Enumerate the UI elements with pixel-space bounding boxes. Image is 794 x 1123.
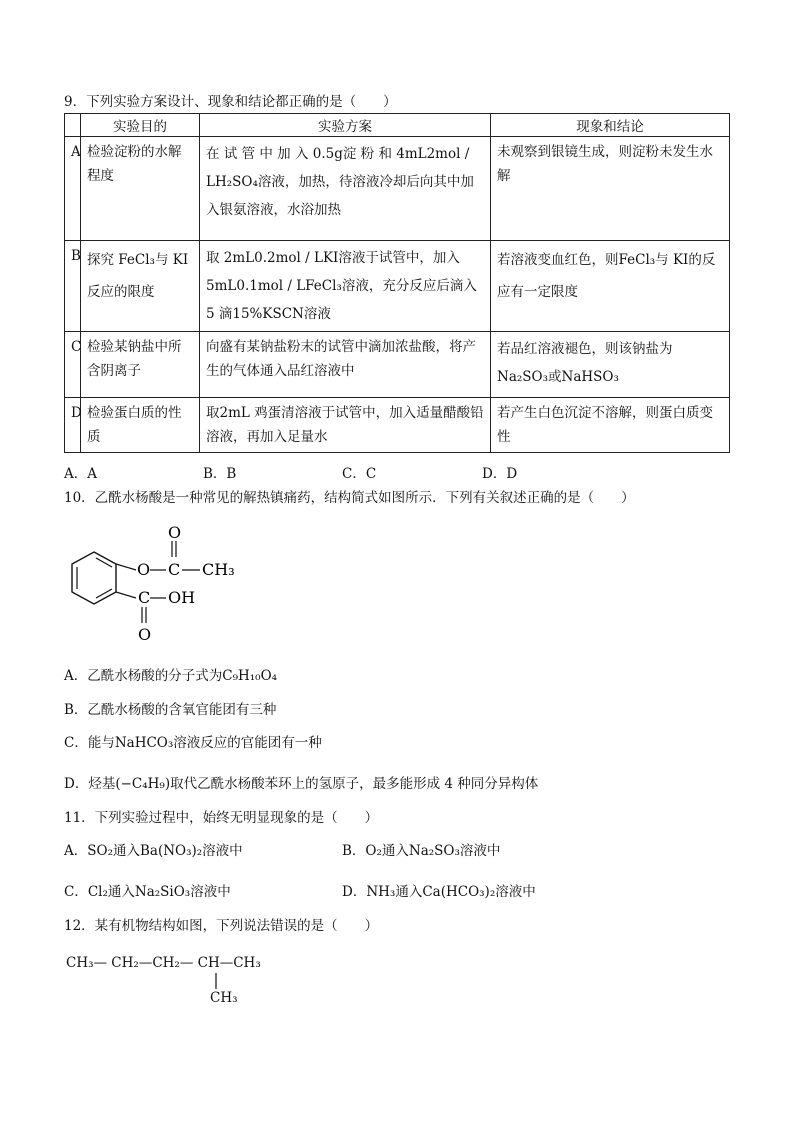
q11-option-b[interactable]: B．O₂通入Na₂SO₃溶液中 — [342, 843, 501, 859]
benzene-ring — [72, 552, 116, 604]
atom-o-top: O — [168, 523, 182, 542]
header-label — [65, 114, 81, 137]
aspirin-structure-diagram — [64, 514, 244, 654]
q12-stem: 12．某有机物结构如图，下列说法错误的是（ ） — [64, 918, 379, 934]
table-header-row — [65, 114, 730, 137]
q11-option-d[interactable]: D．NH₃通入Ca(HCO₃)₂溶液中 — [342, 884, 536, 900]
row-result: 若溶液变血红色，则FeCl₃与 KI的反应有一定限度 — [491, 241, 730, 332]
branch-bond — [211, 973, 221, 991]
header-result: 现象和结论 — [491, 114, 730, 137]
table-row — [65, 137, 730, 241]
q10-option-b[interactable]: B．乙酰水杨酸的含氧官能团有三种 — [64, 702, 277, 718]
q9-option-d[interactable]: D．D — [482, 466, 518, 482]
row-result: 未观察到银镜生成，则淀粉未发生水解 — [491, 137, 730, 241]
q12-chain-formula: CH₃— CH₂—CH₂— CH—CH₃ — [66, 955, 261, 971]
row-plan: 取 2mL0.2mol / LKI溶液于试管中，加入 5mL0.1mol / LFeCl₃溶液，充分反应后滴入 5 滴15%KSCN溶液 — [200, 241, 491, 332]
atom-c-ester: C — [168, 560, 181, 579]
row-purpose: 检验蛋白质的性质 — [81, 398, 200, 453]
q11-stem: 11．下列实验过程中，始终无明显现象的是（ ） — [64, 810, 379, 826]
ring-double-bond — [96, 589, 112, 598]
row-plan: 在 试 管 中 加 入 0.5g淀 粉 和 4mL2mol / LH₂SO₄溶液，加热，待溶液冷却后向其中加入银氨溶液，水浴加热 — [200, 137, 491, 241]
row-purpose: 检验某钠盐中所含阴离子 — [81, 332, 200, 398]
q12-branch-formula: CH₃ — [210, 990, 238, 1006]
atom-o-ester: O — [137, 560, 151, 579]
q11-option-c[interactable]: C．Cl₂通入Na₂SiO₃溶液中 — [64, 884, 231, 900]
row-label: A — [65, 137, 81, 241]
q10-option-c[interactable]: C．能与NaHCO₃溶液反应的官能团有一种 — [64, 735, 322, 751]
row-purpose: 检验淀粉的水解程度 — [81, 137, 200, 241]
atom-c-acid: C — [138, 588, 151, 607]
q10-option-a[interactable]: A．乙酰水杨酸的分子式为C₉H₁₀O₄ — [64, 668, 278, 684]
row-label: B — [65, 241, 81, 332]
q10-option-d[interactable]: D．烃基(−C₄H₉)取代乙酰水杨酸苯环上的氢原子，最多能形成 4 种同分异构体 — [64, 776, 539, 792]
header-plan: 实验方案 — [200, 114, 491, 137]
table-row — [65, 332, 730, 398]
row-label: C — [65, 332, 81, 398]
q9-stem: 9．下列实验方案设计、现象和结论都正确的是（ ） — [64, 94, 397, 110]
bond-ring-o — [116, 564, 136, 570]
q9-option-b[interactable]: B．B — [203, 466, 237, 482]
row-label: D — [65, 398, 81, 453]
table-row — [65, 398, 730, 453]
atom-o-bottom: O — [138, 625, 152, 644]
q9-option-c[interactable]: C．C — [342, 466, 377, 482]
header-purpose: 实验目的 — [81, 114, 200, 137]
q9-option-a[interactable]: A．A — [64, 466, 97, 482]
ring-double-bond — [96, 558, 112, 567]
bond-ring-c — [116, 592, 136, 598]
row-plan: 取2mL 鸡蛋清溶液于试管中，加入适量醋酸铅溶液，再加入足量水 — [200, 398, 491, 453]
row-result: 若品红溶液褪色，则该钠盐为 Na₂SO₃或NaHSO₃ — [491, 332, 730, 398]
atom-oh: OH — [168, 588, 196, 607]
experiment-table — [64, 113, 730, 453]
q11-option-a[interactable]: A．SO₂通入Ba(NO₃)₂溶液中 — [64, 843, 243, 859]
atom-ch3: CH₃ — [202, 560, 235, 579]
row-result: 若产生白色沉淀不溶解，则蛋白质变性 — [491, 398, 730, 453]
row-plan: 向盛有某钠盐粉末的试管中滴加浓盐酸，将产生的气体通入品红溶液中 — [200, 332, 491, 398]
table-row — [65, 241, 730, 332]
q10-stem: 10．乙酰水杨酸是一种常见的解热镇痛药，结构简式如图所示．下列有关叙述正确的是（ ） — [64, 490, 635, 506]
row-purpose: 探究 FeCl₃与 KI 反应的限度 — [81, 241, 200, 332]
